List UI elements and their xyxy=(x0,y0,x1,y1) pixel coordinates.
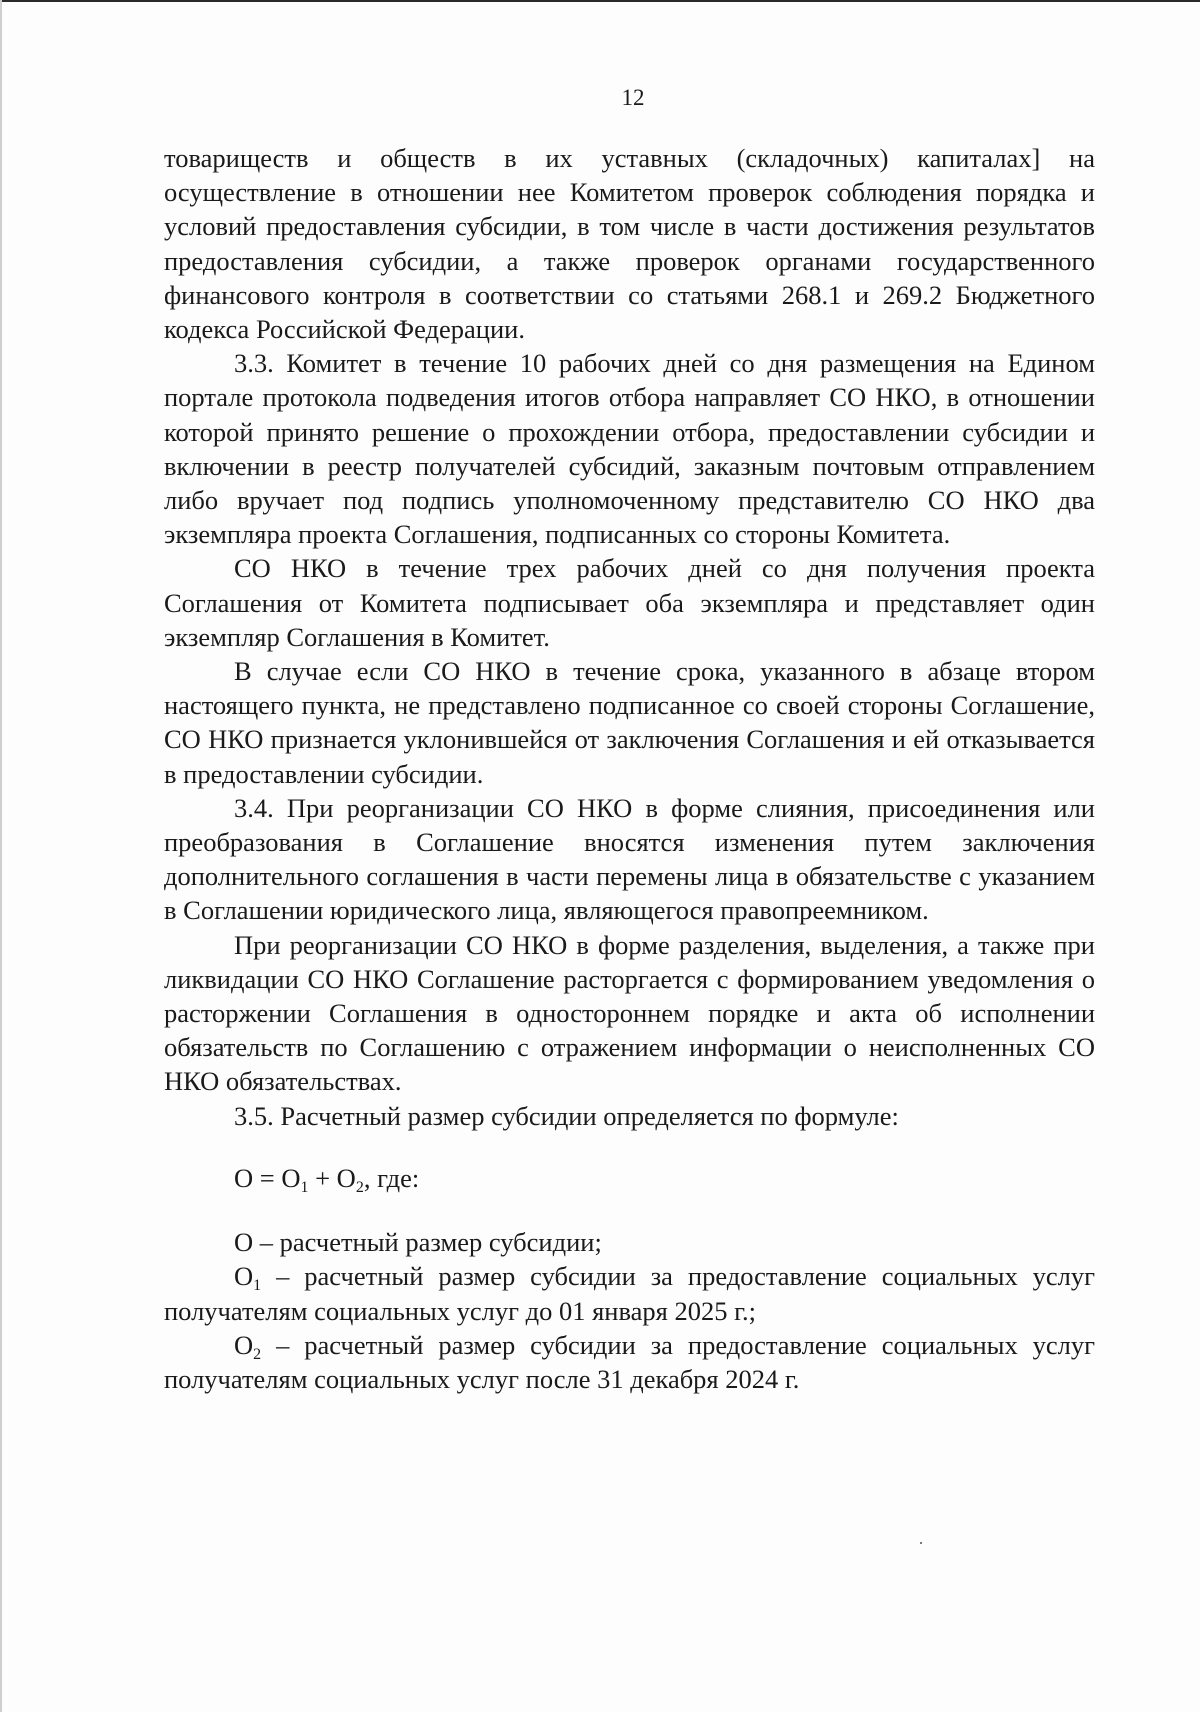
definition-text: – расчетный размер субсидии; xyxy=(253,1227,602,1258)
definition-text: – расчетный размер субсидии за предоставление социальных услуг получателям социальных услуг до 01 января 2025 г.; xyxy=(164,1261,1095,1326)
definition-o1 xyxy=(164,1259,1095,1327)
definition-text: – расчетный размер субсидии за предоставление социальных услуг получателям социальных услуг после 31 декабря 2024 г. xyxy=(164,1329,1095,1394)
document-body xyxy=(164,141,1095,1396)
paragraph-refusal: В случае если СО НКО в течение срока, указанного в абзаце втором настоящего пункта, не представлено подписанное со своей стороны Соглашение, СО НКО признается уклонившейся от заключения Соглашения и ей отказывается в предоставлении субсидии. xyxy=(164,656,1095,789)
scan-edge-top xyxy=(0,0,1200,2)
paragraph-signing-term: СО НКО в течение трех рабочих дней со дня получения проекта Соглашения от Комитета подписывает оба экземпляра и представляет один экземпляр Соглашения в Комитет. xyxy=(164,553,1095,652)
page-number: 12 xyxy=(621,85,645,110)
paragraph-3-3: 3.3. Комитет в течение 10 рабочих дней со дня размещения на Едином портале протокола подведения итогов отбора направляет СО НКО, в отношении которой принято решение о прохождении отбора, предоставлении субсидии и включении в реестр получателей субсидий, заказным почтовым отправлением либо вручает под подпись уполномоченному представителю СО НКО два экземпляра проекта Соглашения, подписанных со стороны Комитета. xyxy=(164,348,1095,550)
definition-subscript: 2 xyxy=(253,1345,262,1363)
paragraph-liquidation: При реорганизации СО НКО в форме разделения, выделения, а также при ликвидации СО НКО Соглашение расторгается с формированием уведомления о расторжении Соглашения в одностороннем порядке и акта об исполнении обязательств по Соглашению с отражением информации о неисполненных СО НКО обязательствах. xyxy=(164,929,1095,1097)
formula-subscript-2: 2 xyxy=(355,1178,364,1196)
definition-symbol: O xyxy=(234,1261,254,1292)
definition-symbol: O xyxy=(234,1329,254,1360)
subsidy-formula xyxy=(164,1161,1095,1195)
paragraph-continuation: товариществ и обществ в их уставных (складочных) капиталах] на осуществление в отношении нее Комитетом проверок соблюдения порядка и условий предоставления субсидии, в том числе в части достижения результатов предоставления субсидии, а также проверок органами государственного финансового контроля в соответствии со статьями 268.1 и 269.2 Бюджетного кодекса Российской Федерации. xyxy=(164,143,1095,345)
formula-plus: + O xyxy=(308,1162,356,1193)
definition-symbol: O xyxy=(234,1227,254,1258)
formula-lhs: O = O xyxy=(234,1162,301,1193)
definition-o xyxy=(164,1225,1095,1259)
paragraph-3-5: 3.5. Расчетный размер субсидии определяется по формуле: xyxy=(234,1100,899,1131)
definition-subscript: 1 xyxy=(253,1277,262,1295)
paragraph-3-4: 3.4. При реорганизации СО НКО в форме слияния, присоединения или преобразования в Соглашение вносятся изменения путем заключения дополнительного соглашения в части перемены лица в обязательстве с указанием в Соглашении юридического лица, являющегося правопреемником. xyxy=(164,792,1095,926)
formula-subscript-1: 1 xyxy=(300,1178,309,1196)
scan-speck xyxy=(920,1542,922,1544)
scan-edge-left xyxy=(0,0,2,1712)
definition-o2 xyxy=(164,1328,1095,1396)
formula-tail: , где: xyxy=(363,1162,420,1193)
